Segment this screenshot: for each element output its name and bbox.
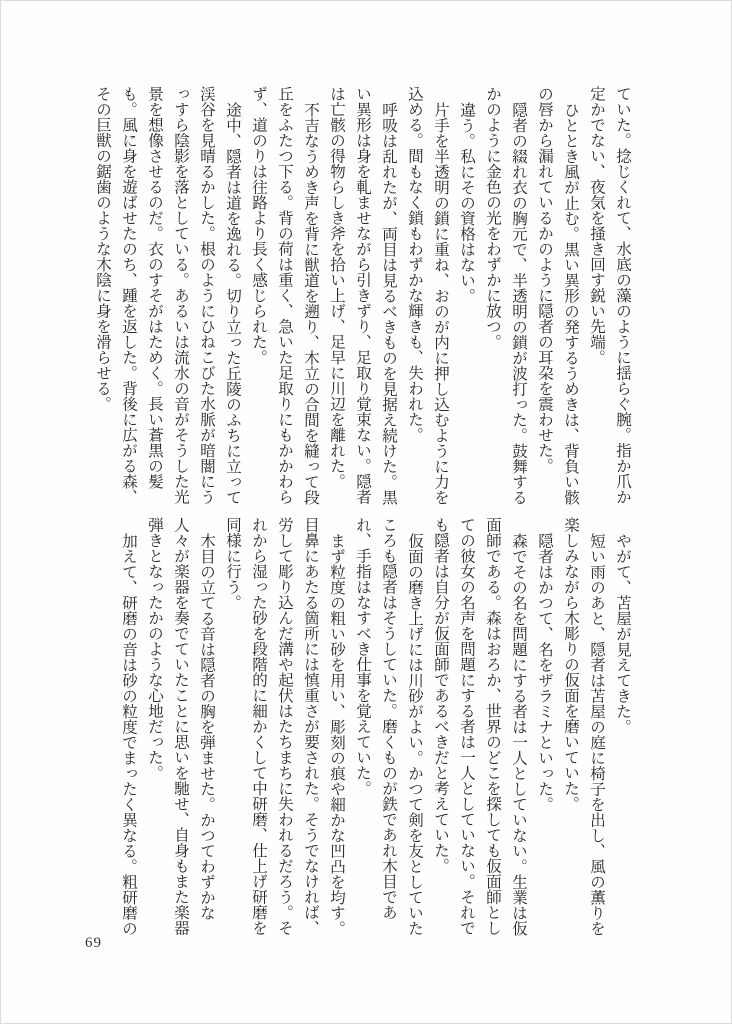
- paragraph: 森でその名を問題にする者は一人としていない。生業は仮面師である。森はおろか、世界のどこを探しても仮面師としての彼女の名声を問題にする者は一人としていない。それでも隠者は自分が仮面師であるべきだと考えていた。: [432, 517, 527, 936]
- paragraph: やがて、苫屋が見えてきた。: [614, 532, 631, 734]
- paragraph: 隠者の綴れ衣の胸元で、半透明の鎖が波打った。鼓舞するかのように金色の光をわずかに放つ。: [484, 86, 527, 505]
- paragraph: 片手を半透明の鎖に重ね、おのが内に押し込むように力を込める。間もなく鎖もわずかな輝きも、失われた。: [406, 86, 449, 505]
- page-number: 69: [85, 935, 102, 951]
- paragraph: ていた。捻じくれて、水底の藻のように揺らぐ腕。指か爪か定かでない、夜気を掻き回す鋭い先端。: [588, 86, 631, 505]
- paragraph: 呼吸は乱れたが、両目は見るべきものを見据え続けた。黒い異形は身を軋ませながら引きずり、足取り覚束ない。隠者は亡骸の得物らしき斧を拾い上げ、足早に川辺を離れた。: [328, 86, 397, 505]
- paragraph: 途中、隠者は道を逸れる。切り立った丘陵のふちに立って渓谷を見晴るかした。根のようにひねこびた水脈が暗闇にうっすら陰影を落としている。あるいは流水の音がそうした光景を想像させるのだ。衣のすそがはためく。長い蒼黒の髪も。風に身を遊ばせたのち、踵を返した。背後に広がる森、その巨獣の鋸歯のような木陰に身を滑らせる。: [94, 86, 241, 505]
- paragraph: 不吉なうめき声を背に獣道を遡り、木立の合間を縫って段丘をふたつ下る。背の荷は重く、急いた足取りにもかかわらず、道のりは往路より長く感じられた。: [250, 86, 319, 505]
- paragraph: 木目の立てる音は隠者の胸を弾ませた。かつてわずかな人々が楽器を奏でていたことに思いを馳せ、自身もまた楽器弾きとなったかのような心地だった。: [146, 517, 215, 936]
- paragraph: 隠者はかつて、名をザラミナといった。: [536, 532, 553, 812]
- paragraph: ひととき風が止む。黒い異形の発するうめきは、背負い骸の唇から漏れているかのように隠者の耳朶を震わせた。: [536, 86, 579, 505]
- text-block-bottom: [115, 517, 635, 937]
- paragraph: 仮面の磨き上げには川砂がよい。かつて剣を友としていたころも隠者はそうしていた。磨くものが鉄であれ木目であれ、手指はなすべき仕事を覚えていた。: [354, 517, 423, 936]
- text-block-top: [89, 86, 635, 506]
- paragraph: 加えて、研磨の音は砂の粒度でまったく異なる。粗研磨の: [120, 532, 137, 936]
- paragraph: まず粒度の粗い砂を用い、彫刻の痕や細かな凹凸を均す。目鼻にあたる箇所には慎重さが要された。そうでなければ、労して彫り込んだ溝や起伏はたちまちに失われるだろう。それから湿った砂を段階的に細かくして中研磨、仕上げ研磨を同様に行う。: [224, 517, 345, 936]
- paragraph: 短い雨のあと、隠者は苫屋の庭に椅子を出し、風の薫りを楽しみながら木彫りの仮面を磨いていた。: [562, 517, 605, 936]
- paragraph: 違う。私にその資格はない。: [458, 101, 475, 303]
